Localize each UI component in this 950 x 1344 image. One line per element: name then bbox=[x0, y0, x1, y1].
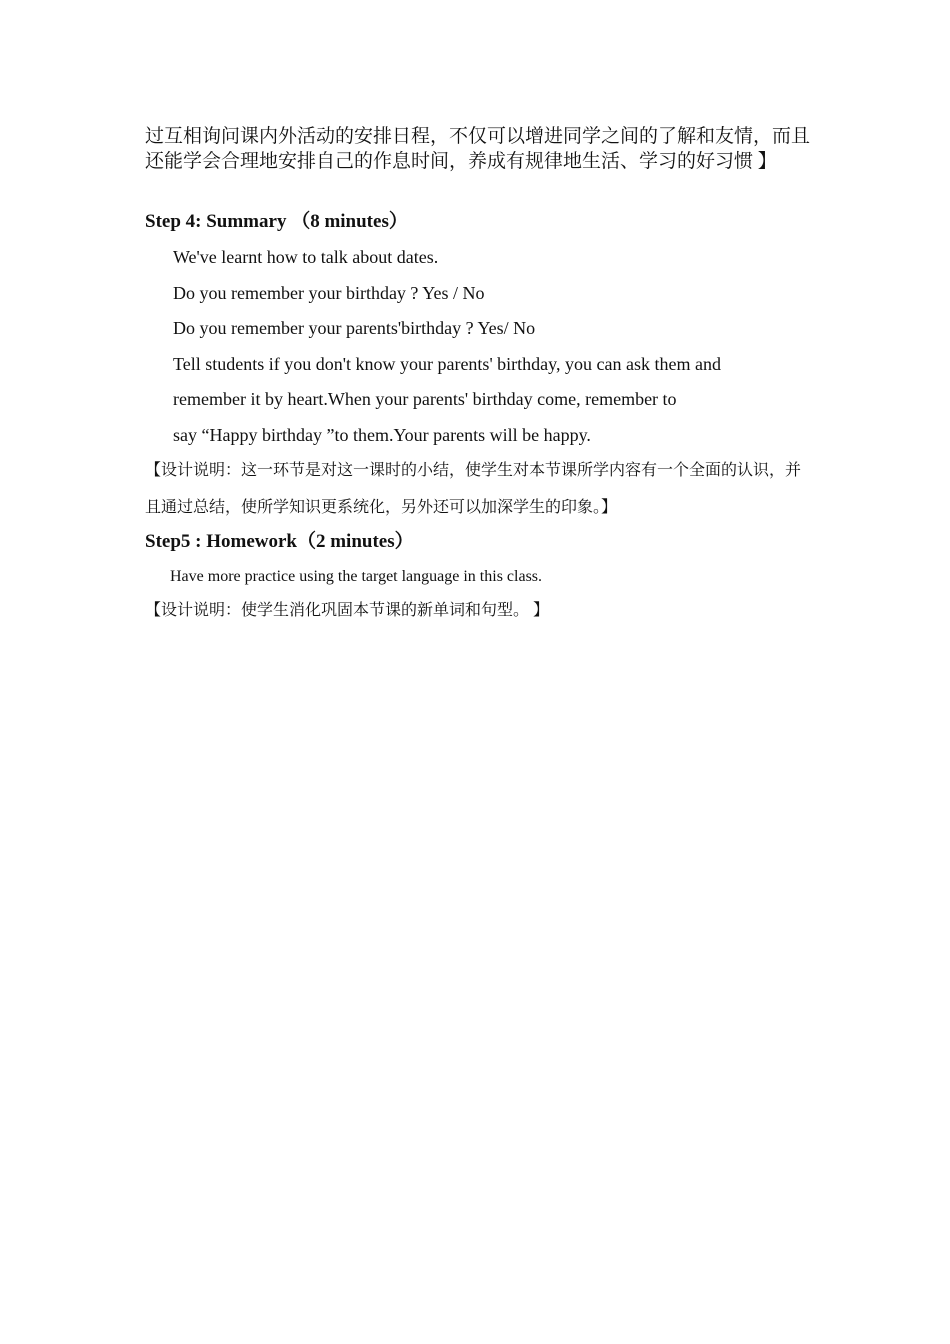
step4-line-3: Do you remember your parents'birthday ? Yes/ No bbox=[173, 318, 536, 338]
intro-line-2: 还能学会合理地安排自己的作息时间，养成有规律地生活、学习的好习惯 】 bbox=[145, 151, 777, 172]
intro-line-1: 过互相询问课内外活动的安排日程，不仅可以增进同学之间的了解和友情，而且 bbox=[145, 126, 811, 147]
step4-design-note-line-1: 【设计说明：这一环节是对这一课时的小结，使学生对本节课所学内容有一个全面的认识，并 bbox=[145, 462, 802, 479]
step5-heading: Step5 : Homework（2 minutes） bbox=[145, 531, 414, 552]
step4-line-1: We've learnt how to talk about dates. bbox=[173, 247, 439, 267]
step4-heading: Step 4: Summary （8 minutes） bbox=[145, 211, 408, 232]
step4-design-note-line-2: 且通过总结，使所学知识更系统化，另外还可以加深学生的印象。】 bbox=[145, 499, 618, 516]
step5-homework-line: Have more practice using the target language in this class. bbox=[170, 568, 543, 585]
step5-design-note: 【设计说明：使学生消化巩固本节课的新单词和句型。 】 bbox=[145, 602, 550, 619]
step4-line-4: Tell students if you don't know your parents' birthday, you can ask them and bbox=[173, 354, 721, 374]
step4-line-2: Do you remember your birthday ? Yes / No bbox=[173, 283, 485, 303]
step4-line-6: say “Happy birthday ”to them.Your parents will be happy. bbox=[173, 425, 591, 445]
step4-line-5: remember it by heart.When your parents' birthday come, remember to bbox=[173, 389, 677, 409]
